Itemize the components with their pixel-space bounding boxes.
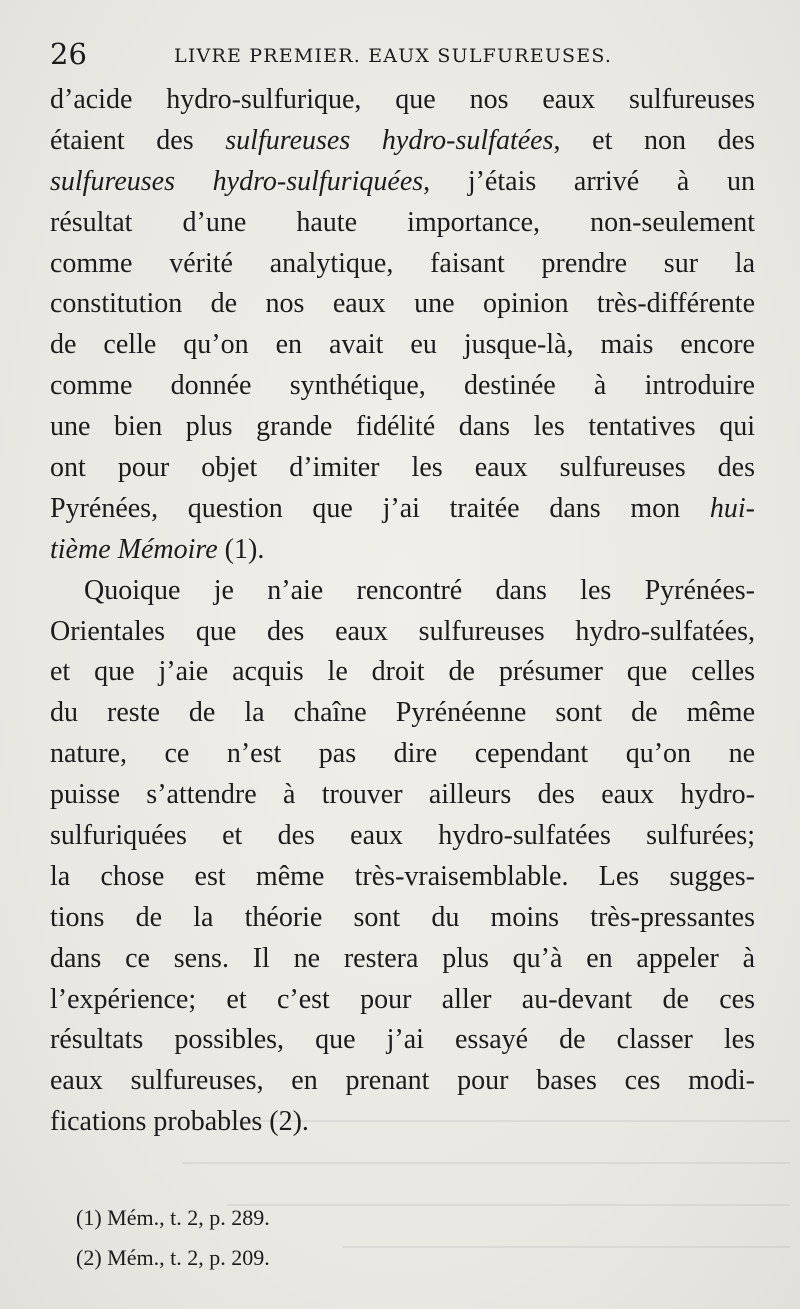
text-line (50, 1102, 755, 1143)
text-run: puisse s’attendre à trouver ailleurs des eaux hydro- (50, 779, 755, 811)
text-line (50, 80, 755, 121)
text-line (50, 489, 755, 530)
text-line (50, 244, 755, 285)
text-run: comme donnée synthétique, destinée à introduire (50, 370, 755, 402)
text-line (50, 366, 755, 407)
text-line (50, 571, 755, 612)
text-run: sulfuriquées et des eaux hydro-sulfatées sulfurées; (50, 820, 755, 852)
text-run: comme vérité analytique, faisant prendre sur la (50, 247, 755, 279)
text-run: de celle qu’on en avait eu jusque-là, mais encore (50, 329, 755, 361)
italic-text: sulfureuses hydro-sulfatées (225, 124, 554, 156)
text-run: , j’étais arrivé à un (423, 165, 756, 197)
text-line (50, 816, 755, 857)
text-run: Quoique je n’aie rencontré dans les Pyrénées- (84, 574, 755, 606)
text-run: (1). (217, 533, 265, 565)
footnote: (2) Mém., t. 2, p. 209. (76, 1245, 270, 1270)
running-head: LIVRE PREMIER. EAUX SULFUREUSES. (174, 45, 613, 67)
page-number: 26 (50, 37, 87, 71)
text-run: ont pour objet d’imiter les eaux sulfureuses des (50, 452, 755, 484)
text-line (50, 162, 755, 203)
page-header (50, 34, 750, 74)
text-run: constitution de nos eaux une opinion très-différente (50, 288, 755, 320)
footnote: (1) Mém., t. 2, p. 289. (76, 1205, 270, 1230)
footnotes (76, 1198, 676, 1278)
text-line (50, 203, 755, 244)
text-line (50, 857, 755, 898)
text-line (50, 693, 755, 734)
text-run: une bien plus grande fidélité dans les tentatives qui (50, 411, 755, 443)
text-line (50, 530, 755, 571)
text-line (50, 284, 755, 325)
text-run: résultat d’une haute importance, non-seulement (50, 206, 755, 238)
text-line (50, 1061, 755, 1102)
text-run: étaient des (50, 124, 226, 156)
text-run: Pyrénées, question que j’ai traitée dans mon (50, 492, 710, 524)
text-run: nature, ce n’est pas dire cependant qu’on ne (50, 738, 755, 770)
text-line (50, 612, 755, 653)
text-run: résultats possibles, que j’ai essayé de classer les (50, 1024, 755, 1056)
text-run: la chose est même très-vraisemblable. Les sugges- (50, 860, 755, 892)
text-run: , et non des (553, 124, 755, 156)
text-line (50, 734, 755, 775)
text-run: dans ce sens. Il ne restera plus qu’à en appeler à (50, 942, 755, 974)
text-run: tions de la théorie sont du moins très-pressantes (50, 901, 755, 933)
text-run: du reste de la chaîne Pyrénéenne sont de même (50, 697, 755, 729)
text-line (50, 980, 755, 1021)
italic-text: tième Mémoire (50, 533, 218, 565)
text-line (50, 121, 755, 162)
body-text (50, 80, 755, 1143)
text-line (50, 407, 755, 448)
italic-text: hui- (709, 492, 755, 524)
text-run: fications probables (2). (50, 1106, 309, 1138)
text-run: d’acide hydro-sulfurique, que nos eaux sulfureuses (50, 84, 755, 115)
text-run: eaux sulfureuses, en prenant pour bases ces modi- (50, 1065, 755, 1097)
paragraph (50, 571, 755, 1143)
paragraph (50, 80, 755, 571)
text-line (50, 448, 755, 489)
text-run: Orientales que des eaux sulfureuses hydro-sulfatées, (50, 615, 755, 647)
text-line (50, 652, 755, 693)
text-line (50, 939, 755, 980)
text-run: et que j’aie acquis le droit de présumer que celles (50, 656, 755, 688)
text-line (50, 1020, 755, 1061)
text-line (50, 898, 755, 939)
text-line (50, 325, 755, 366)
text-run: l’expérience; et c’est pour aller au-devant de ces (50, 983, 755, 1015)
text-line (50, 775, 755, 816)
italic-text: sulfureuses hydro-sulfuriquées (50, 165, 424, 197)
